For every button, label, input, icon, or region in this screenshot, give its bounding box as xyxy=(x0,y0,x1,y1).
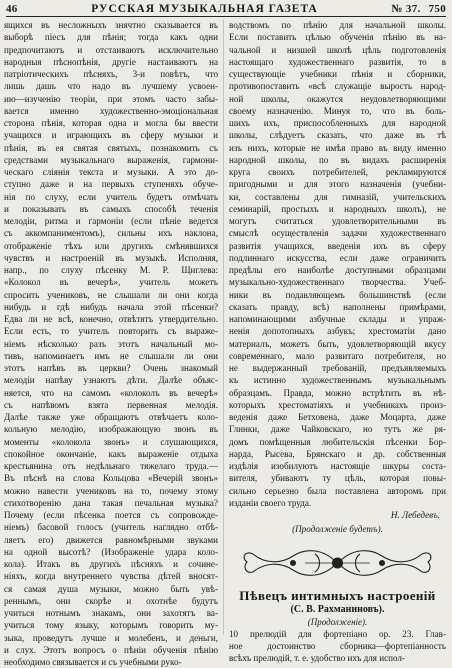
text-line: Едва ли не всѣ, конечно, отвѣтятъ утвердительно. xyxy=(4,314,218,324)
text-line: тивъ, напоминаетъ имъ не слышали ли они xyxy=(4,350,218,361)
section-subtitle: (Продолженiе). xyxy=(307,616,368,627)
text-line: ненiя допотопныхъ азбукъ; хрестоматiи дано xyxy=(229,326,446,337)
text-line: пѣнiя, въ ея святая святыхъ, познакомить съ xyxy=(4,142,218,153)
text-line: изъ нихъ, которые не имѣя право въ виду именно xyxy=(229,142,446,153)
header-rule xyxy=(6,16,446,17)
text-line: веденiя даже Бетховена, даже Моцарта, даже xyxy=(229,412,446,422)
text-line: ное достоинство сборника—фортепiанность xyxy=(229,640,446,651)
text-line: на одной высотѣ? (Изображенiе удара коло- xyxy=(4,546,218,557)
section-title: Пѣвецъ интимныхъ настроенiй xyxy=(239,587,436,603)
text-line: ящихся въ несложныхъ знячтно сказывается въ xyxy=(4,20,218,30)
text-line: нарда, Рысева, Брянскаго и др. собственныя xyxy=(229,448,446,459)
text-line: съ аккомпаниментомъ), сильны ихъ наклона, xyxy=(4,228,218,239)
text-line: вается именно художественно-эмоцiональная xyxy=(4,105,218,116)
text-line: мелодiи, ритма и гармонiи (если пѣнiе ведется xyxy=(4,216,218,226)
text-line: изданiи своего труда. xyxy=(229,497,312,508)
text-line: необходимо связывается и съ учебными руко- xyxy=(4,657,182,667)
text-line: ческаго слiянiя текста и музыки. А это до- xyxy=(4,167,218,177)
text-line: ся самая душа музыки, можно быть увѣ- xyxy=(4,583,218,594)
text-line: ию—изученiю теорiи, при этомъ часто забы- xyxy=(4,93,218,104)
issue-number: № 37. xyxy=(391,3,421,15)
text-line: смыслѣ осуществленiя задачи художественнаго xyxy=(229,228,446,239)
text-line: настоящаго художественнаго развитiя, то в xyxy=(229,56,446,67)
text-line: ки, составлены для гимназiй, учительскихъ xyxy=(229,191,446,202)
text-line: Если поставить цѣлью обученiя пѣнiю въ на- xyxy=(229,32,446,43)
continued-note: (Продолженiе будетъ). xyxy=(292,524,383,535)
text-line: вителя, убиваютъ ту цѣль, которая повы- xyxy=(229,473,446,484)
text-line: нибудь и гдѣ нибудь начала этой пѣсенки? xyxy=(4,301,218,312)
text-line: кольную мелодiю, изображающую звонъ въ xyxy=(4,424,218,435)
text-line: нiемъ нѣсколько разъ этотъ начальный мо- xyxy=(4,338,218,349)
page-header xyxy=(6,2,446,16)
text-line: ступно даже и на первыхъ ступеняхъ обуче- xyxy=(4,179,218,190)
text-line: крестьянина отъ недѣльнаго тяжелаго труда.— xyxy=(4,461,218,471)
text-line: народной школы, по въ видахъ расширенiя xyxy=(229,154,446,165)
text-line: всѣхъ прелюдiй, т. е. удобство ихъ для испол- xyxy=(229,653,405,663)
text-line: противопоставить «всѣ служащiе вырость народ- xyxy=(229,81,446,92)
text-line: образцамъ. Правда, можно встрѣтить въ нѣ- xyxy=(229,387,446,398)
text-line: можно навести учениковъ на то, почему этому xyxy=(4,485,218,496)
text-line: съ напѣвомъ взята первенная мелодiя. xyxy=(4,399,218,410)
text-line: и показывать въ самыхъ способѣ теченiя xyxy=(4,203,218,214)
text-line: современнаго, мало развитаго потребителя, но xyxy=(229,350,446,361)
text-line: къ истинно художественнымъ музыкальнымъ xyxy=(229,375,446,386)
text-line: которыхъ хрестоматiяхъ и учебникахъ произ- xyxy=(229,399,446,410)
text-line: патрiотическихъ пѣсняхъ, 3-и повѣтъ, что xyxy=(4,69,218,79)
text-line: домъ помѣщенныя любительскiя пѣсенки Бор- xyxy=(229,436,446,447)
text-line: стихотворенiю дана такая печальная музыка? xyxy=(4,497,218,508)
text-line: своему назначенiю. Минуя то, что въ боль- xyxy=(229,105,446,116)
text-line: чувствъ и настроенiй въ музыкѣ. Исполняя, xyxy=(4,252,218,263)
text-line: 10 прелюдiй для фортепiано ор. 23. Глав- xyxy=(229,628,446,639)
text-line: Глинки, даже Чайковскаго, но тутъ же ря- xyxy=(229,424,446,435)
right-column xyxy=(229,19,446,664)
text-line: учащихся и играющихъ въ сферу музыки и xyxy=(4,130,218,141)
text-line: учиться тому языку, которымъ говорить му- xyxy=(4,620,218,631)
text-line: «Колокол въ вечерѣ», учитель можетъ xyxy=(4,277,218,288)
text-line: Если есть, то учитель повторить съ выраже- xyxy=(4,326,218,337)
text-line: предѣлы его наиболѣе доступными образцами xyxy=(229,265,446,275)
section-body xyxy=(229,628,446,665)
text-line: пригодными и для этого назначенiя (учебни- xyxy=(229,179,446,190)
decorative-ornament xyxy=(235,542,440,584)
text-line: нiемъ) басовой голосъ (учитель наглядно отбѣ- xyxy=(4,522,218,533)
text-line: существующiе учебники пѣнiя и сборники, xyxy=(229,69,446,79)
text-line: учиться нотнымъ знакамъ, они захотятъ ва- xyxy=(4,608,218,618)
text-line: выборѣ пiесъ для пѣнiя; тогда какъ одни xyxy=(4,32,218,43)
text-line: предпочитаютъ и отстаиваютъ исключительно xyxy=(4,44,218,55)
author-signature: Н. Лебедевъ. xyxy=(390,510,440,520)
text-line: семинарiй, простыхъ и народныхъ школъ), не xyxy=(229,203,446,214)
text-line: лишь дашь что надо въ лучшему усвоен- xyxy=(4,81,218,92)
text-line: ной школы, окажутся неудовлетворяющими xyxy=(229,93,446,104)
text-line: школы, слѣдуетъ сказать, что даже въ тѣ xyxy=(229,130,446,141)
text-line: напр., по слуху пѣсенку М. Р. Щиглева: xyxy=(4,265,218,275)
text-line: средствами музыкальнаго выраженiя, гармони- xyxy=(4,154,218,165)
text-line: чальной и низшей школѣ цѣль подготовленiя xyxy=(229,44,446,55)
text-line: Въ пѣснѣ на слова Кольцова «Вечерiй звонъ» xyxy=(4,473,218,484)
text-line: не выдержанный требованiй, предъявляемыхъ xyxy=(229,363,446,373)
text-line: спокойное окончанiе, какъ выраженiе отдыха xyxy=(4,448,218,459)
section-author: (С. В. Рахманиновъ). xyxy=(290,603,385,615)
text-line: издѣлiя изобилуютъ настоящiе шкуры соста- xyxy=(229,461,446,471)
text-line: могутъ считаться удовлетворительными въ xyxy=(229,216,446,226)
text-line: подлиннаго искусства, если даже ограничить xyxy=(229,252,446,263)
newspaper-title: РУССКАЯ МУЗЫКАЛЬНАЯ ГАЗЕТА xyxy=(91,3,318,15)
text-line: отображенiе тѣхъ или другихъ смѣнявшихся xyxy=(4,240,218,251)
article-continuation xyxy=(229,19,446,509)
text-line: няется, что на самомъ «колоколъ въ вечерѣ» xyxy=(4,387,218,398)
page-number-left: 46 xyxy=(6,3,18,15)
left-column xyxy=(4,19,218,668)
text-line: сказать правду, всѣ) наполнены примѣрами, xyxy=(229,301,446,312)
text-line: реннымъ, они скорѣе и охотнѣе будутъ xyxy=(4,595,218,606)
text-line: спросить учениковъ, не слышали ли они когда xyxy=(4,289,218,300)
text-line: нiяхъ, когда внутреннего чувства дѣтей вносят- xyxy=(4,571,218,582)
text-line: ляетъ его) движется равномѣрными звуками xyxy=(4,534,218,545)
text-line: круга своихъ потребителей, рекламируются xyxy=(229,167,446,177)
text-line: народныя пѣснопѣнiя, другiе настаиваютъ на xyxy=(4,56,218,67)
text-line: ники въ подавляющемъ большинствѣ (если xyxy=(229,289,446,300)
text-line: материалъ, можетъ быть, удовлетворяющiй вкусу xyxy=(229,338,446,349)
text-line: сторона пѣнiя, которая одна и могла бы ввести xyxy=(4,118,218,128)
text-line: нiя по слуху, если учитель будетъ отмѣчать xyxy=(4,191,218,202)
text-line: зыка, проведутъ лучше и молебенъ, и деньги, xyxy=(4,632,218,643)
text-line: сильно серьезно была поставлена авторомъ при xyxy=(229,485,446,496)
text-line: Почему (если пѣсенка поется съ сопровожде- xyxy=(4,510,218,520)
text-line: моменты «колокола звонъ» и слушающихся, xyxy=(4,436,218,447)
text-line: музыкально-художественнаго творчества. Учеб- xyxy=(229,277,446,288)
text-line: шихъ ихъ, приспособленныхъ для народной xyxy=(229,118,446,128)
text-line: водствомъ по пѣнiю для начальной школы. xyxy=(229,20,446,30)
text-line: кола). Итакъ въ другихъ пѣсняхъ и сочине- xyxy=(4,559,218,569)
text-line: этотъ напѣвъ въ церкви? Очень знакомый xyxy=(4,363,218,373)
text-line: развитiя учащихся, введенiя ихъ въ сферу xyxy=(229,240,446,251)
text-line: мелодiи напѣву узнаютъ дѣти. Далѣе объяс- xyxy=(4,375,218,386)
page-number-right: 750 xyxy=(428,3,446,15)
column-divider xyxy=(223,20,224,635)
text-line: напоминающими азбучные склады и упраж- xyxy=(229,314,446,324)
text-line: Далѣе также уже обращаютъ отвѣчаетъ коло- xyxy=(4,412,218,422)
text-line: и слух. Этотъ вопросъ о пѣнiи обученiя пѣнiю xyxy=(4,644,218,655)
